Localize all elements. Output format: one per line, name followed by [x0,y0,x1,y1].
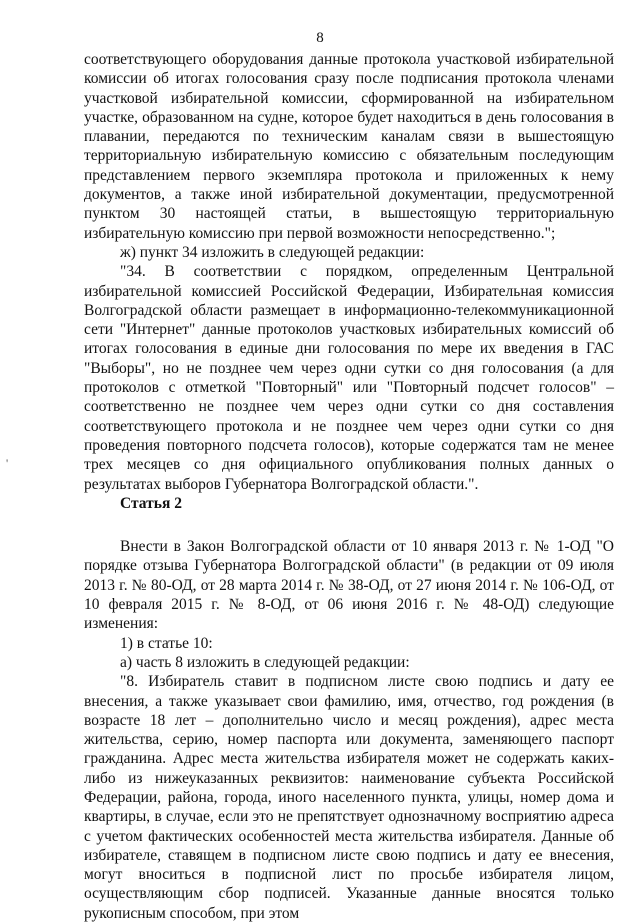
paragraph-article-10: 1) в статье 10: [120,634,213,652]
page-number: 8 [316,30,324,46]
paragraph-amend-law: Внести в Закон Волгоградской области от 10 января 2013 г. № 1-ОД "О порядке отзыва Губернатора Волгоградской области" (в редакции от 09 июля 2013 г. № 80-ОД, от 28 марта 2014 г. № 38-ОД, от 27 июня 2014 г. № 106-ОД, от 10 февраля 2015 г. № 8-ОД, от 06 июня 2016 г. № 48-ОД) следующие изменения: [84,538,614,633]
paragraph-part-8: а) часть 8 изложить в следующей редакции: [120,653,410,671]
document-body [84,50,614,923]
paragraph-point-34: "34. В соответствии с порядком, определенным Центральной избирательной комиссией Российской Федерации, Избирательная комиссия Волгоградской области размещает в информационно-телекоммуникационной сети "Интернет" данные протоколов участковых избирательных комиссий об итогах голосования в единые дни голосования по мере их введения в ГАС "Выборы", но не позднее чем через одни сутки со дня голосования (а для протоколов с отметкой "Повторный" или "Повторный подсчет голосов" – соответственно не позднее чем через одни сутки со дня составления соответствующего протокола и не позднее чем через одни сутки со дня проведения повторного подсчета голосов), которые содержатся там не менее трех месяцев со дня официального опубликования полных данных о результатах выборов Губернатора Волгоградской области.". [84,263,614,493]
margin-mark: ' [6,456,9,470]
article-heading: Статья 2 [120,494,182,512]
paragraph-part-8-text: "8. Избиратель ставит в подписном листе свою подпись и дату ее внесения, а также указывает свои фамилию, имя, отчество, год рождения (в возрасте 18 лет – дополнительно число и месяц рождения), адрес места жительства, серию, номер паспорта или документа, заменяющего паспорт гражданина. Адрес места жительства избирателя может не содержать каких-либо из нижеуказанных реквизитов: наименование субъекта Российской Федерации, района, города, иного населенного пункта, улицы, номер дома и квартиры, в случае, если это не препятствует однозначному восприятию адреса с учетом фактических особенностей места жительства избирателя. Данные об избирателе, ставящем в подписном листе свою подпись и дату ее внесения, могут вноситься в подписной лист по просьбе избирателя лицом, осуществляющим сбор подписей. Указанные данные вносятся только рукописным способом, при этом [84,673,614,922]
paragraph-continuation: соответствующего оборудования данные протокола участковой избирательной комиссии об итогах голосования сразу после подписания протокола членами участковой избирательной комиссии, сформированной на избирательном участке, образованном на судне, которое будет находиться в день голосования в плавании, передаются по техническим каналам связи в вышестоящую территориальную избирательную комиссию с обязательным последующим представлением первого экземпляра протокола и приложенных к нему документов, а также иной избирательной документации, предусмотренной пунктом 30 настоящей статьи, в вышестоящую территориальную избирательную комиссию при первой возможности непосредственно."; [84,51,614,242]
paragraph-item-zh: ж) пункт 34 изложить в следующей редакции: [120,243,425,261]
